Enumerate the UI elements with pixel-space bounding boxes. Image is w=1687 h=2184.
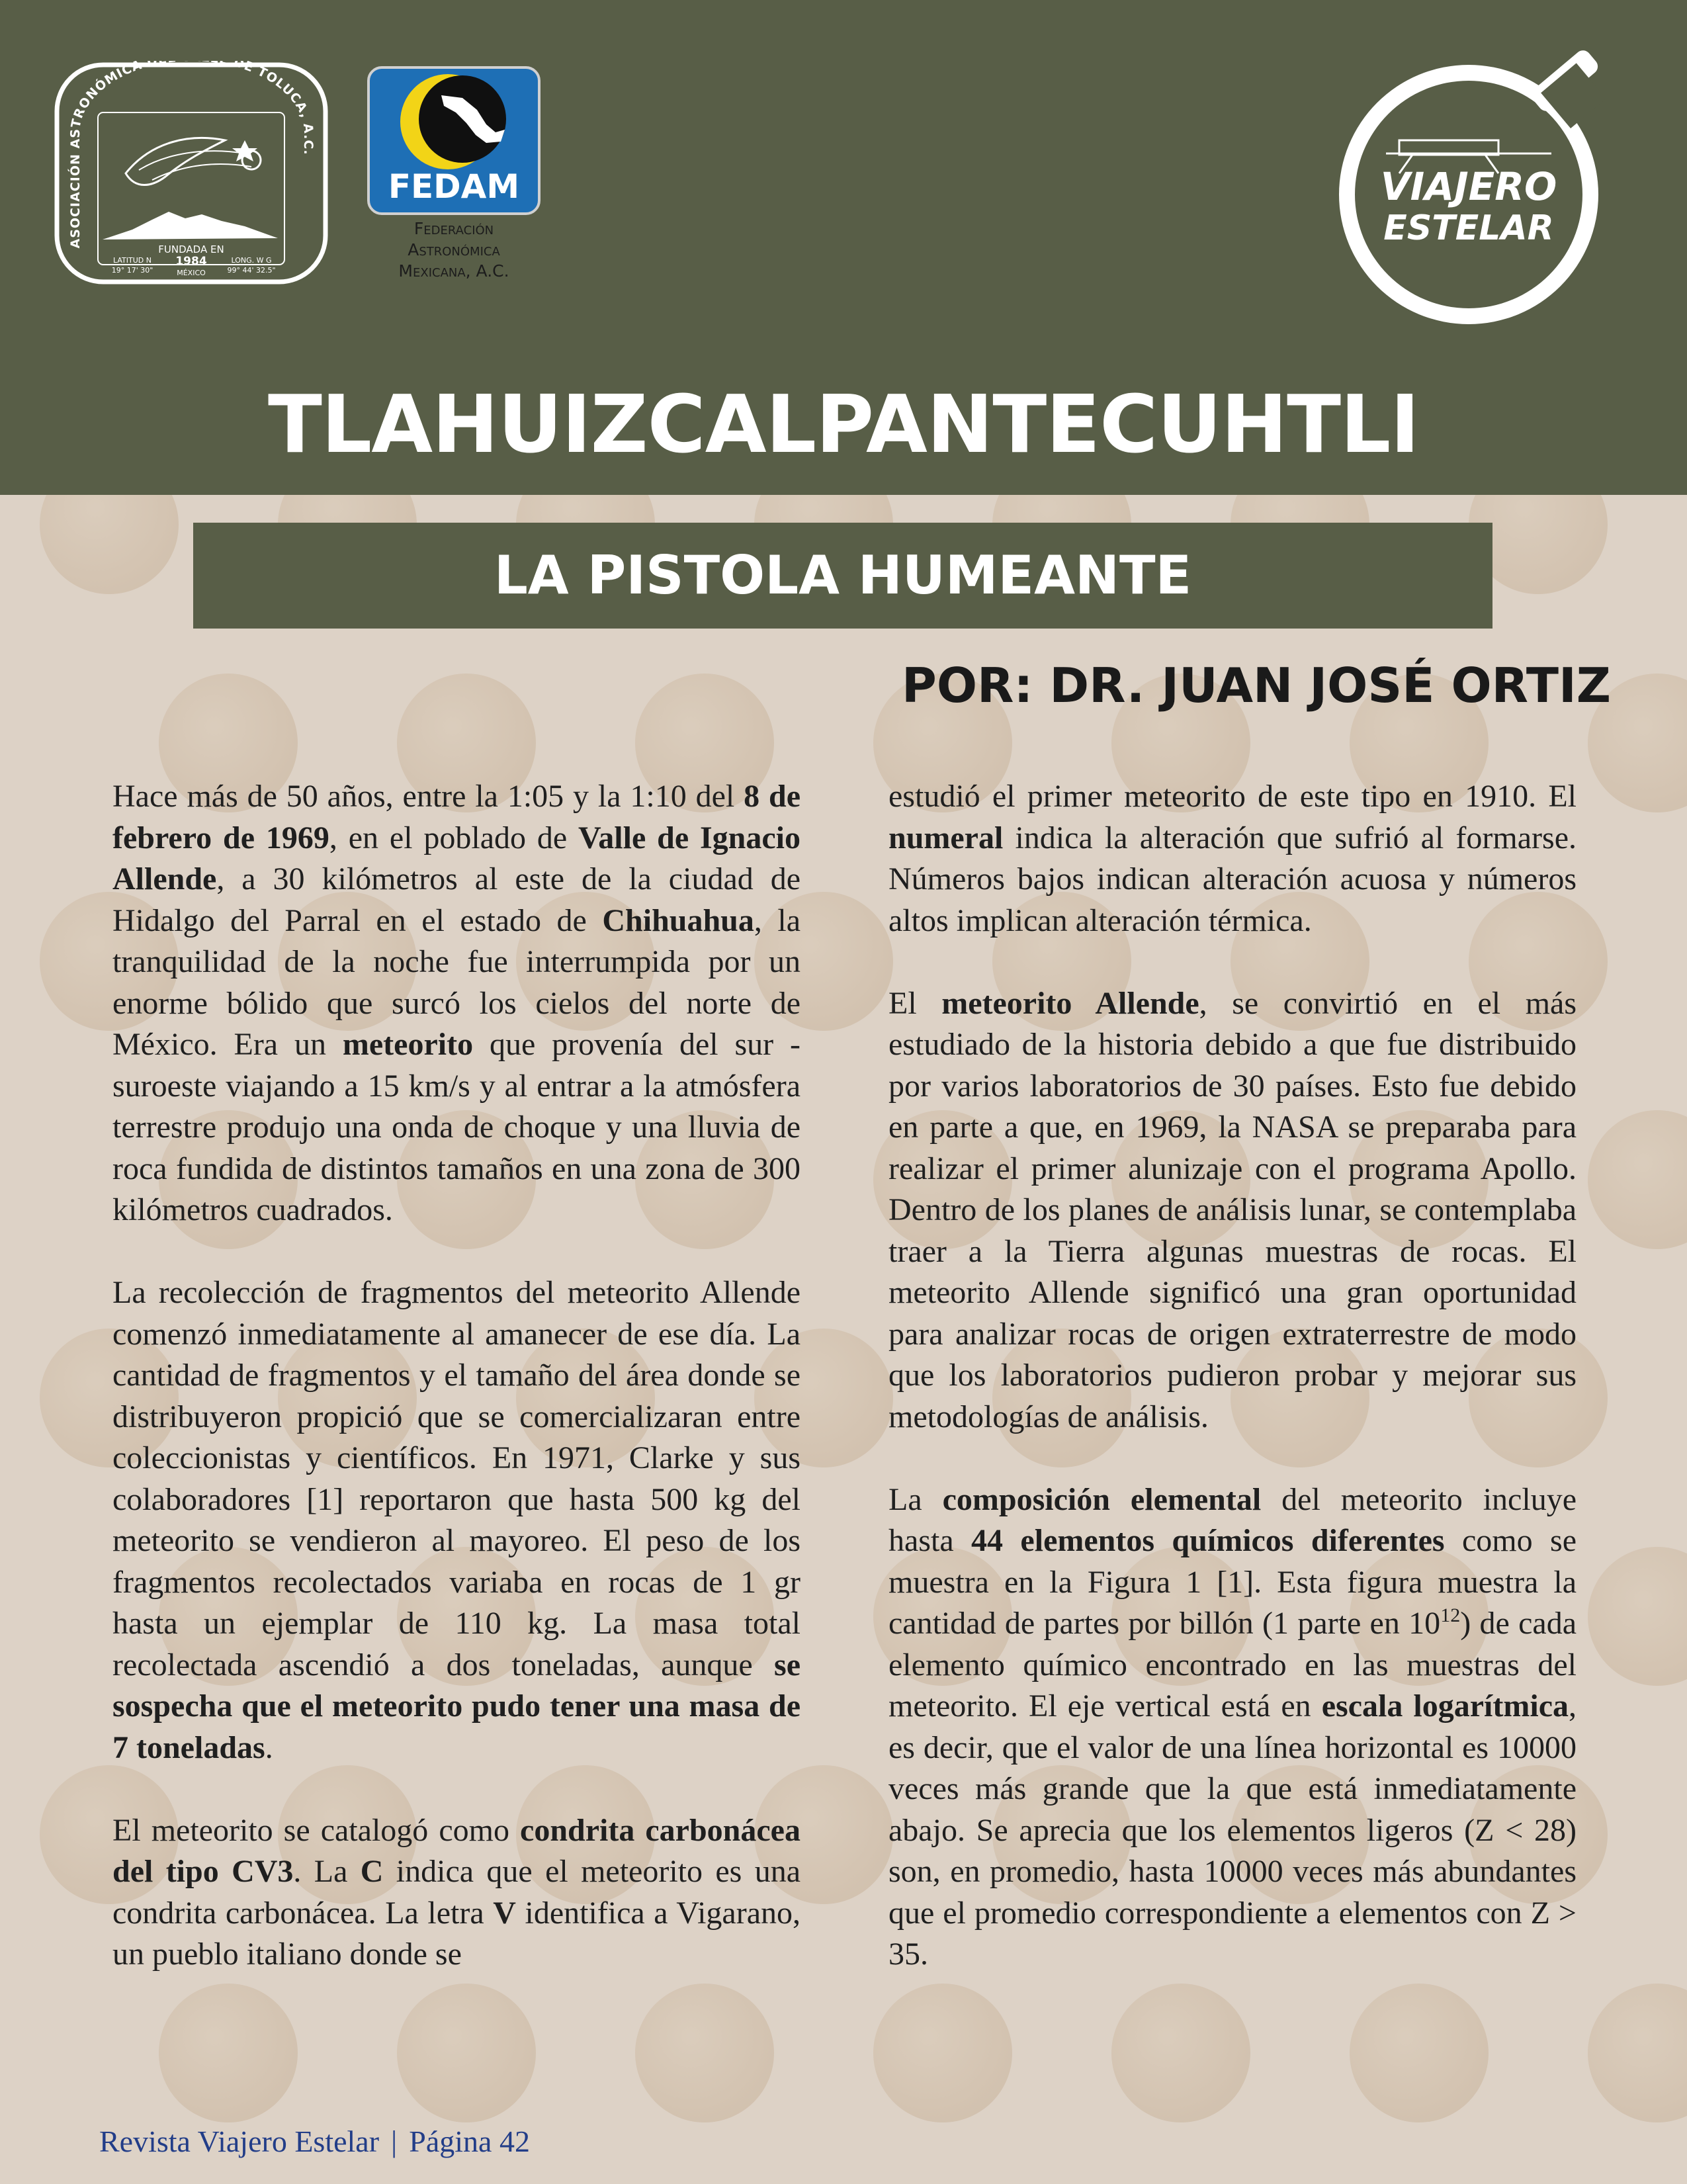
avt-lat-value: 19° 17' 30" bbox=[111, 266, 153, 275]
bold-run: meteorito bbox=[342, 1027, 474, 1062]
text-run: identifica a Vigarano, un pueblo italiano donde se bbox=[112, 1895, 801, 1972]
avt-logo bbox=[53, 61, 329, 286]
avt-founded-year: 1984 bbox=[175, 255, 207, 268]
avt-country: MÉXICO bbox=[177, 269, 206, 277]
ve-line-2: ESTELAR bbox=[1383, 208, 1554, 248]
avt-founded-label: FUNDADA EN bbox=[158, 243, 224, 255]
bold-run: meteorito Allende bbox=[941, 985, 1199, 1021]
avt-emblem-icon bbox=[53, 61, 329, 286]
avt-long-label: LONG. W G bbox=[231, 256, 272, 265]
text-run: El bbox=[888, 985, 942, 1021]
text-run: , la tranquilidad de la noche fue interrumpida por un enorme bólido que surcó los cielos del norte de México. Era un bbox=[112, 902, 801, 1062]
article-paragraph bbox=[888, 983, 1577, 1438]
bold-run: Chihuahua bbox=[602, 902, 754, 938]
text-run: . La bbox=[293, 1854, 361, 1889]
text-run: Hace más de 50 años, entre la 1:05 y la 1:10 del bbox=[112, 779, 744, 814]
fedam-name: FEDAM bbox=[388, 167, 520, 206]
page-footer bbox=[99, 2118, 530, 2165]
bold-run: numeral bbox=[888, 820, 1004, 855]
fedam-badge bbox=[367, 66, 541, 215]
text-run: que provenía del sur - suroeste viajando a 15 km/s y al entrar a la atmósfera terrestre produjo una onda de choque y una lluvia de roca fundida de distintos tamaños en una zona de 300 kilómetros cuadrados. bbox=[112, 1027, 800, 1227]
avt-lat-label: LATITUD N bbox=[113, 256, 151, 265]
fedam-line-2: Astronómica bbox=[408, 240, 500, 259]
telescope-ring-icon bbox=[1326, 41, 1618, 339]
bold-run: 8 de febrero de 1969 bbox=[112, 779, 800, 855]
superscript-run: 12 bbox=[1440, 1604, 1461, 1626]
article-paragraph bbox=[112, 776, 800, 1231]
text-run: , se convirtió en el más estudiado de la historia debido a que fue distribuido por varios laboratorios de 30 países. Esto fue debido en parte a que, en 1969, la NASA se preparaba para realizar el primer alunizaje con el programa Apollo. Dentro de los planes de análisis lunar, se contemplaba traer a la Tierra algunas muestras de rocas. El meteorito Allende significó una gran oportunidad para analizar rocas de origen extraterrestre de modo que los laboratorios pudieron probar y mejorar sus metodologías de análisis. bbox=[888, 985, 1577, 1434]
bold-run: condrita carbonácea del tipo CV3 bbox=[112, 1812, 800, 1889]
moon-decoration bbox=[1588, 1547, 1687, 1686]
text-run: como se muestra en la Figura 1 [1]. Esta figura muestra la cantidad de partes por billón (1 parte en 10 bbox=[888, 1523, 1577, 1641]
fedam-logo bbox=[367, 66, 541, 283]
footer-separator: | bbox=[391, 2124, 398, 2158]
text-run: La bbox=[888, 1481, 943, 1517]
text-run: indica que el meteorito es una condrita carbonácea. La letra bbox=[112, 1854, 801, 1931]
footer-page-number: Página 42 bbox=[409, 2124, 530, 2158]
text-run: estudió el primer meteorito de este tipo en 1910. El bbox=[888, 779, 1577, 814]
bold-run: 44 elementos químicos diferentes bbox=[971, 1523, 1445, 1558]
text-run: indica la alteración que sufrió al formarse. Números bajos indican alteración acuosa y números altos implican alteración térmica. bbox=[888, 820, 1577, 938]
bold-run: V bbox=[493, 1895, 516, 1931]
bold-run: C bbox=[360, 1854, 384, 1889]
moon-decoration bbox=[1588, 1984, 1687, 2122]
text-run: . bbox=[265, 1729, 273, 1765]
article-column-right bbox=[888, 776, 1577, 2017]
text-run: ) de cada elemento químico encontrado en las muestras del meteorito. El eje vertical está en bbox=[888, 1606, 1577, 1724]
article-subtitle: LA PISTOLA HUMEANTE bbox=[494, 545, 1192, 606]
article-paragraph bbox=[112, 1810, 800, 1976]
article-paragraph bbox=[112, 1272, 800, 1769]
bold-run: composición elemental bbox=[942, 1481, 1262, 1517]
viajero-estelar-logo bbox=[1326, 41, 1618, 339]
bold-run: escala logarítmica bbox=[1321, 1688, 1569, 1724]
fedam-line-3: Mexicana, A.C. bbox=[398, 261, 509, 281]
bold-run: Valle de Ignacio Allende bbox=[112, 820, 801, 896]
moon-decoration bbox=[1588, 1110, 1687, 1249]
subtitle-band bbox=[193, 523, 1492, 629]
page-title: TLAHUIZCALPANTECUHTLI bbox=[267, 379, 1420, 471]
fedam-line-1: Federación bbox=[413, 219, 494, 238]
text-run: del meteorito incluye hasta bbox=[888, 1481, 1577, 1558]
article-paragraph bbox=[888, 776, 1577, 941]
author-byline: POR: DR. JUAN JOSÉ ORTIZ bbox=[902, 658, 1611, 713]
header-band bbox=[0, 0, 1687, 495]
moon-decoration bbox=[40, 495, 179, 594]
text-run: , en el poblado de bbox=[329, 820, 579, 855]
ve-line-1: VIAJERO bbox=[1380, 164, 1557, 209]
avt-long-value: 99° 44' 32.5" bbox=[227, 266, 276, 275]
avt-ring-text: ASOCIACIÓN ASTRONÓMICA D DE TOLUCA, A.C. bbox=[67, 61, 316, 249]
article-column-left bbox=[112, 776, 800, 2017]
bold-run: se sospecha que el meteorito pudo tener una masa de 7 toneladas bbox=[112, 1647, 800, 1765]
text-run: , a 30 kilómetros al este de la ciudad de Hidalgo del Parral en el estado de bbox=[112, 861, 800, 938]
text-run: La recolección de fragmentos del meteorito Allende comenzó inmediatamente al amanecer de ese día. La cantidad de fragmentos y el tamaño del área donde se distribuyeron propició que se comercializaran entre coleccionistas y científicos. En 1971, Clarke y sus colaboradores [1] reportaron que hasta 500 kg del meteorito se vendieron al mayoreo. El peso de los fragmentos recolectados variaba en rocas de 1 gr hasta un ejemplar de 110 kg. La masa total recolectada ascendió a dos toneladas, aunque bbox=[112, 1275, 800, 1682]
footer-magazine: Revista Viajero Estelar bbox=[99, 2124, 380, 2158]
text-run: , es decir, que el valor de una línea horizontal es 10000 veces más grande que la que está inmediatamente abajo. Se aprecia que los elementos ligeros (Z < 28) son, en promedio, hasta 10000 veces más abundantes que el promedio correspondiente a elementos con Z > 35. bbox=[888, 1688, 1577, 1972]
text-run: El meteorito se catalogó como bbox=[112, 1812, 521, 1848]
article-paragraph bbox=[888, 1479, 1577, 1976]
